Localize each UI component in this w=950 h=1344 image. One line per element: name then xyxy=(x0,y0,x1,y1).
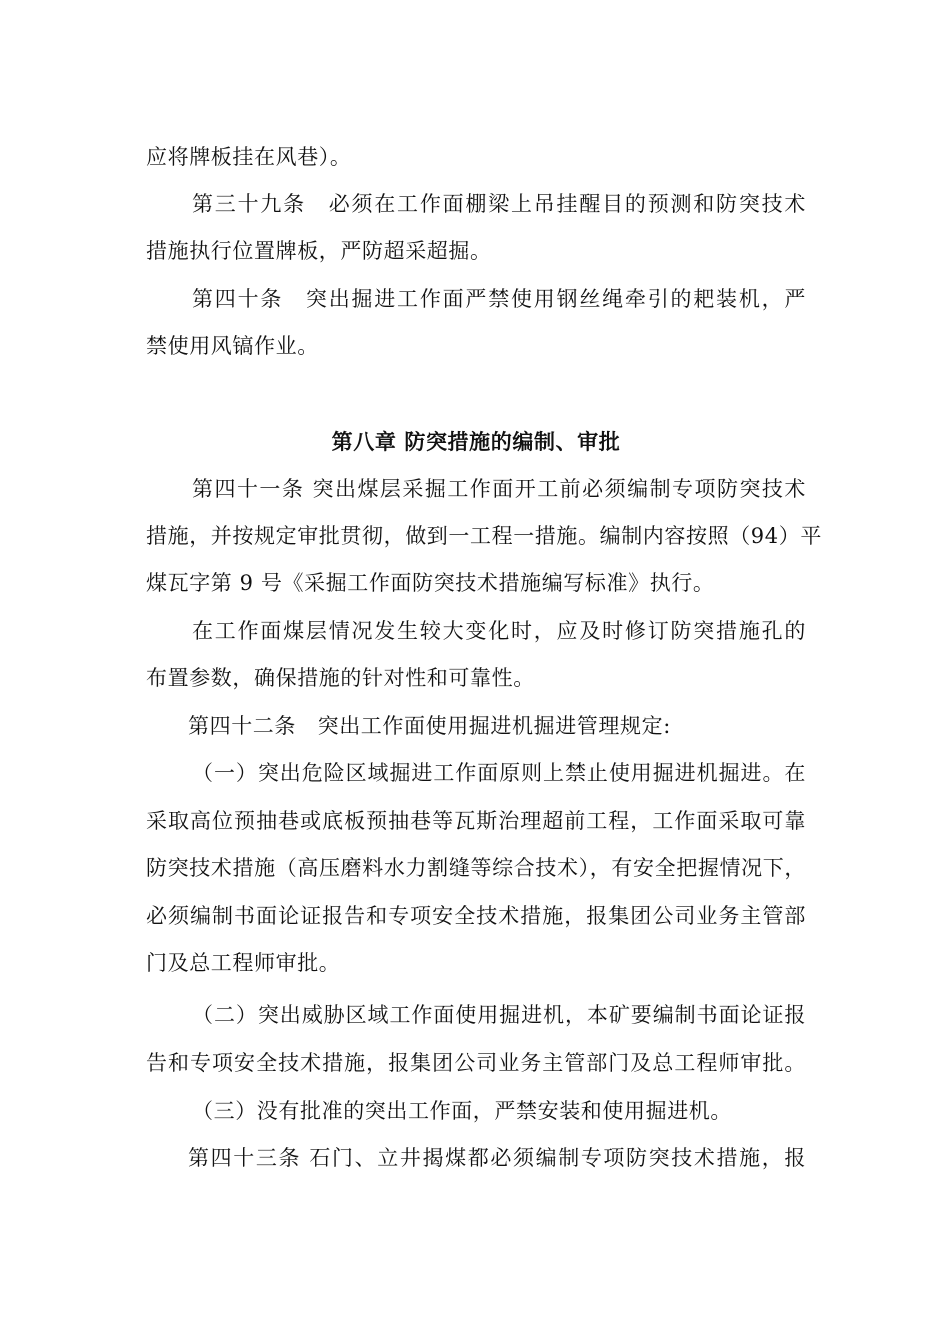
item-1-line-3: 防突技术措施（高压磨料水力割缝等综合技术），有安全把握情况下， xyxy=(146,856,806,880)
item-1-line-1: （一）突出危险区域掘进工作面原则上禁止使用掘进机掘进。在 xyxy=(192,761,806,785)
item-1-line-4: 必须编制书面论证报告和专项安全技术措施，报集团公司业务主管部 xyxy=(146,904,806,928)
item-1-line-2: 采取高位预抽巷或底板预抽巷等瓦斯治理超前工程，工作面采取可靠 xyxy=(146,809,806,833)
item-1-line-5: 门及总工程师审批。 xyxy=(146,951,341,975)
article-39-line-2: 措施执行位置牌板，严防超采超掘。 xyxy=(146,239,492,263)
article-42-line-1: 第四十二条 突出工作面使用掘进机掘进管理规定: xyxy=(188,714,671,738)
article-43-line-1: 第四十三条 石门、立井揭煤都必须编制专项防突技术措施，报 xyxy=(188,1146,806,1170)
item-2-line-1: （二）突出威胁区域工作面使用掘进机，本矿要编制书面论证报 xyxy=(192,1003,806,1027)
article-41-para2-line-1: 在工作面煤层情况发生较大变化时，应及时修订防突措施孔的 xyxy=(192,619,806,643)
article-41-line-1: 第四十一条 突出煤层采掘工作面开工前必须编制专项防突技术 xyxy=(192,477,806,501)
item-3-line-1: （三）没有批准的突出工作面，严禁安装和使用掘进机。 xyxy=(192,1099,732,1123)
chapter-heading: 第八章 防突措施的编制、审批 xyxy=(331,429,621,454)
article-40-line-2: 禁使用风镐作业。 xyxy=(146,334,319,358)
article-41-line-3: 煤瓦字第 9 号《采掘工作面防突技术措施编写标准》执行。 xyxy=(146,571,715,595)
item-2-line-2: 告和专项安全技术措施，报集团公司业务主管部门及总工程师审批。 xyxy=(146,1051,806,1075)
article-41-para2-line-2: 布置参数，确保措施的针对性和可靠性。 xyxy=(146,666,535,690)
paragraph-line: 应将牌板挂在风巷）。 xyxy=(146,145,352,169)
article-41-line-2: 措施，并按规定审批贯彻，做到一工程一措施。编制内容按照（94）平 xyxy=(146,524,822,548)
article-39-line-1: 第三十九条 必须在工作面棚梁上吊挂醒目的预测和防突技术 xyxy=(192,192,806,216)
article-40-line-1: 第四十条 突出掘进工作面严禁使用钢丝绳牵引的耙装机，严 xyxy=(192,287,806,311)
